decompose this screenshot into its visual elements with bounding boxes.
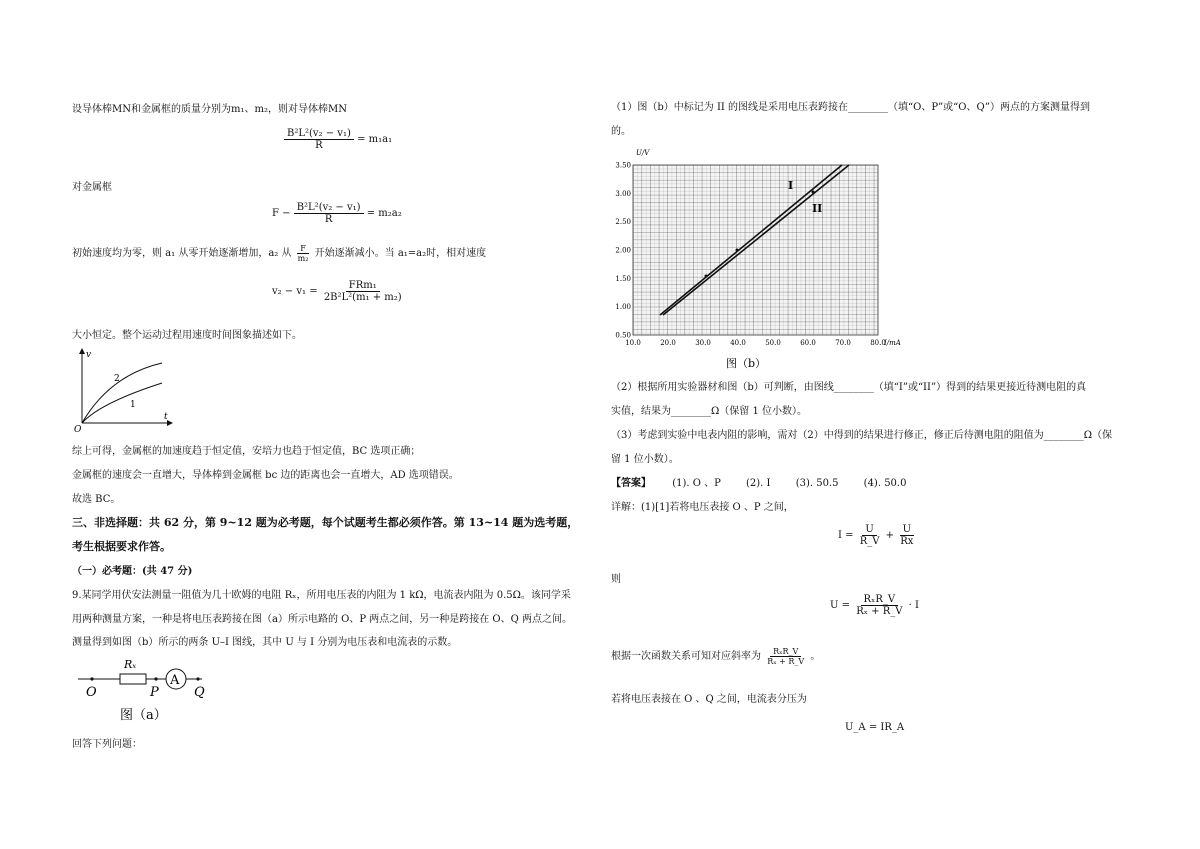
eq3-denominator: 2B²L²(m₁ + m₂): [323, 292, 402, 303]
x-tick-label: 30.0: [695, 339, 711, 347]
rx-label: Rₓ: [124, 658, 137, 671]
data-point: [705, 275, 708, 278]
eq4-d2: Rx: [900, 536, 914, 547]
x-tick-label: 40.0: [730, 339, 746, 347]
section-heading-cont: 考生根据要求作答。: [72, 540, 171, 553]
eq5-denominator: Rₓ + R_V: [856, 606, 903, 617]
q-label: Q: [194, 685, 205, 700]
velocity-time-graph: [70, 345, 180, 435]
equation-1: [284, 128, 392, 151]
question-2-text: 实值，结果为________Ω（保留 1 位小数）。: [611, 406, 808, 417]
x-tick-label: 60.0: [800, 339, 816, 347]
equation-4: [838, 524, 916, 547]
text-fragment: 根据一次函数关系可知对应斜率为: [611, 651, 761, 662]
eq2-lhs: F −: [272, 208, 291, 219]
p-label: P: [150, 685, 159, 700]
curve-1: [82, 383, 162, 423]
line-II-label: II: [812, 202, 823, 215]
equation-5: [830, 594, 919, 617]
question-9-text: 测量得到如图（b）所示的两条 U–I 图线，其中 U 与 I 分别为电压表和电流表的示数。: [72, 637, 458, 648]
x-tick-label: 20.0: [660, 339, 676, 347]
eq5-lhs: U =: [830, 600, 850, 611]
line-I-label: I: [788, 179, 794, 192]
ammeter-label: A: [170, 673, 180, 688]
text-line: 若将电压表接在 O 、Q 之间，电流表分压为: [611, 694, 807, 705]
y-tick-label: 0.50: [615, 331, 631, 340]
text-fragment: 开始逐渐减小。当 a₁=a₂时，相对速度: [314, 248, 487, 259]
y-tick-label: 3.50: [615, 161, 631, 170]
eq1-rhs: = m₁a₁: [357, 134, 393, 145]
inline-frac-den: Rₓ + R_V: [767, 657, 805, 666]
x-tick-label: 50.0: [765, 339, 781, 347]
explanation-line: 详解：(1)[1]若将电压表接 O 、P 之间，: [611, 502, 794, 513]
data-point: [812, 191, 815, 194]
eq4-d1: R_V: [859, 536, 880, 547]
question-3-text: （3）考虑到实验中电表内阻的影响，需对（2）中得到的结果进行修正，修正后待测电阻的阻值为________Ω（保: [611, 430, 1113, 441]
question-9-text: 用两种测量方案，一种是将电压表跨接在图（a）所示电路的 O、P 两点之间，另一种是跨接在 O、Q 两点之间。: [72, 614, 572, 625]
y-tick-label: 3.00: [615, 189, 631, 198]
x-axis-label: I/mA: [884, 339, 901, 347]
x-tick-label: 10.0: [625, 339, 641, 347]
data-point: [736, 249, 739, 252]
y-axis-label: U/V: [636, 149, 650, 157]
text-line: [72, 244, 486, 263]
text-line: 对金属框: [72, 182, 112, 193]
section-heading: 三、非选择题：共 62 分，第 9~12 题为必考题，每个试题考生都必须作答。第 13~14 题为选考题，: [72, 516, 579, 529]
text-line: 大小恒定。整个运动过程用速度时间图象描述如下。: [72, 330, 302, 341]
inline-frac-num: F: [297, 244, 309, 254]
answer-2: (2). I: [746, 478, 771, 489]
y-tick-label: 1.00: [615, 303, 631, 312]
curve-2-label: 2: [114, 374, 120, 384]
curve-2: [82, 363, 162, 423]
eq4-n1: U: [862, 524, 876, 536]
text-line: 综上可得，金属框的加速度趋于恒定值，安培力也趋于恒定值，BC 选项正确；: [72, 446, 421, 457]
eq2-rhs: = m₂a₂: [366, 208, 402, 219]
eq5-numerator: RₓR_V: [861, 594, 899, 606]
text-line: [611, 647, 820, 666]
answer-label: 【答案】: [611, 478, 651, 489]
text-fragment: 初始速度均为零，则 a₁ 从零开始逐渐增加，a₂ 从: [72, 248, 292, 259]
y-tick-label: 2.50: [615, 218, 631, 227]
eq2-denominator: R: [324, 214, 333, 225]
t-axis-label: t: [164, 412, 168, 422]
eq1-numerator: B²L²(v₂ − v₁): [284, 128, 354, 140]
text-line: 设导体棒MN和金属框的质量分别为m₁、m₂，则对导体棒MN: [72, 104, 347, 115]
ui-graph-b: [612, 145, 910, 371]
text-line: 回答下列问题：: [72, 739, 142, 750]
question-3-text: 留 1 位小数）。: [611, 454, 679, 465]
node-q: [196, 677, 199, 680]
figure-b-caption: 图（b）: [726, 357, 767, 370]
x-tick-label: 80.0: [870, 339, 886, 347]
eq1-denominator: R: [315, 140, 323, 151]
eq2-numerator: B²L²(v₂ − v₁): [294, 202, 364, 214]
answer-1: (1). O 、P: [672, 478, 721, 489]
v-axis-label: v: [86, 350, 92, 360]
text-line: 故选 BC。: [72, 494, 121, 505]
eq4-plus: +: [885, 530, 895, 541]
x-tick-label: 70.0: [835, 339, 851, 347]
figure-a-caption: 图（a）: [120, 708, 167, 723]
eq3-numerator: FRm₁: [346, 280, 380, 292]
answer-4: (4). 50.0: [863, 478, 907, 489]
y-tick-label: 1.50: [615, 274, 631, 283]
curve-1-label: 1: [130, 400, 136, 410]
inline-frac-den: m₂: [297, 254, 309, 263]
equation-2: [272, 202, 402, 225]
answer-3: (3). 50.5: [795, 478, 839, 489]
answer-line: [611, 474, 906, 489]
question-1-text: （1）图（b）中标记为 II 的图线是采用电压表跨接在________（填“O、P”或“O、Q”）两点的方案测量得到: [611, 102, 1090, 113]
eq3-lhs: v₂ − v₁ =: [272, 286, 318, 297]
o-label: O: [86, 685, 97, 700]
question-2-text: （2）根据所用实验器材和图（b）可判断，由图线________（填“I”或“II”）得到的结果更接近待测电阻的真: [611, 382, 1087, 393]
node-o: [90, 677, 93, 680]
eq4-n2: U: [900, 524, 914, 536]
eq4-lhs: I =: [838, 530, 854, 541]
text-line: 金属框的速度会一直增大，导体棒到金属框 bc 边的距离也会一直增大，AD 选项错误。: [72, 470, 459, 481]
resistor-rx: [120, 674, 146, 684]
node-p: [154, 677, 157, 680]
question-9-text: 9.某同学用伏安法测量一阻值为几十欧姆的电阻 Rₓ，所用电压表的内阻为 1 kΩ，电流表内阻为 0.5Ω。该同学采: [72, 590, 571, 601]
text-fragment: 。: [810, 651, 821, 662]
subsection-heading: （一）必考题：(共 47 分): [72, 566, 193, 577]
origin-label: O: [74, 425, 82, 435]
circuit-diagram-a: [74, 652, 224, 724]
inline-frac-num: RₓR_V: [770, 647, 801, 657]
question-1-text: 的。: [611, 126, 631, 137]
text-line: 则: [611, 574, 621, 585]
equation-3: [272, 280, 405, 303]
equation-6: U_A = IR_A: [845, 722, 905, 733]
y-tick-label: 2.00: [615, 246, 631, 255]
eq5-rhs: · I: [908, 600, 919, 611]
